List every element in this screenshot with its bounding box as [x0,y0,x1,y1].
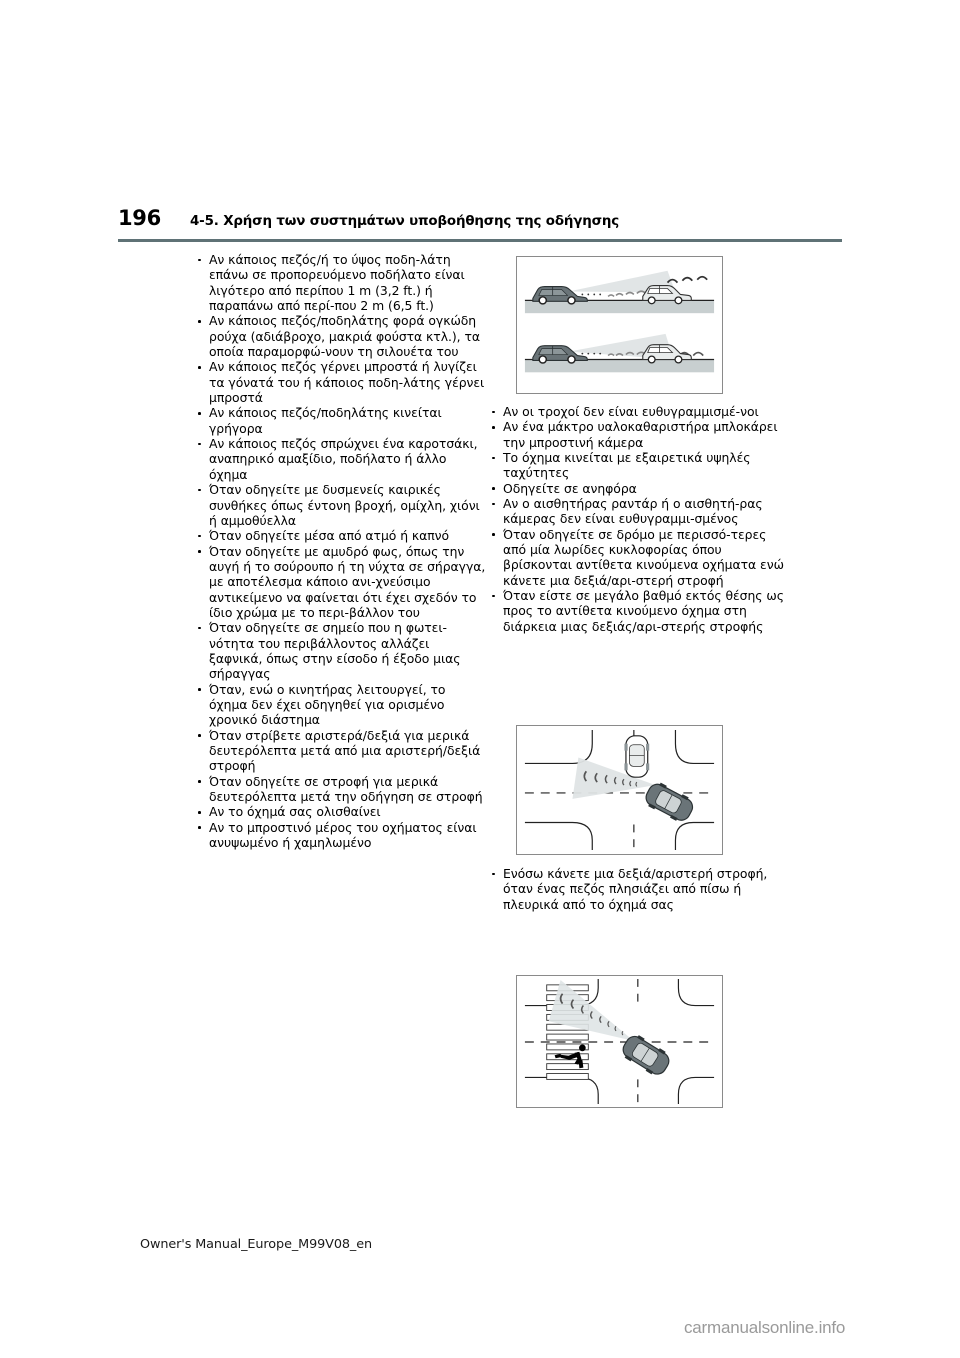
list-item: Αν το μπροστινό μέρος του οχήματος είναι ανυψωμένο ή χαμηλωμένο [196,820,486,851]
left-bullet-list [196,252,486,850]
list-item: Όταν οδηγείτε με αμυδρό φως, όπως την αυγή ή το σούρουπο ή τη νύχτα σε σήραγγα, με αποτέλεσμα κάποιο ανι-χνεύσιμο αντικείμενο να φαίνεται ότι έχει σχεδόν το ίδιο χρώμα με το περι-βάλλον του [196,544,486,621]
list-item: Αν κάποιος πεζός σπρώχνει ένα καροτσάκι, αναπηρικό αμαξίδιο, ποδήλατο ή άλλο όχημα [196,436,486,482]
right-bullet-list-2 [490,866,790,912]
right-column-block-1 [490,404,790,634]
right-column-block-2 [490,866,790,912]
figure-1-graphic [517,257,722,393]
list-item: Αν ο αισθητήρας ραντάρ ή ο αισθητή-ρας κάμερας δεν είναι ευθυγραμμι-σμένος [490,496,790,527]
list-item: Αν το όχημά σας ολισθαίνει [196,804,486,819]
left-column [196,252,486,850]
figure-intersection-turn-detection [516,725,723,855]
list-item: Αν οι τροχοί δεν είναι ευθυγραμμισμέ-νοι [490,404,790,419]
figure-2-graphic [517,726,722,854]
list-item: Οδηγείτε σε ανηφόρα [490,481,790,496]
right-bullet-list-1 [490,404,790,634]
list-item: Όταν στρίβετε αριστερά/δεξιά για μερικά δευτερόλεπτα μετά από μια αριστερή/δεξιά στροφή [196,728,486,774]
list-item: Όταν οδηγείτε μέσα από ατμό ή καπνό [196,528,486,543]
page-number: 196 [118,206,161,230]
site-watermark: carmanualsonline.info [684,1318,846,1337]
list-item: Όταν, ενώ ο κινητήρας λειτουργεί, το όχημα δεν έχει οδηγηθεί για ορισμένο χρονικό διάστημα [196,682,486,728]
list-item: Αν ένα μάκτρο υαλοκαθαριστήρα μπλοκάρει την μπροστινή κάμερα [490,419,790,450]
list-item: Αν κάποιος πεζός γέρνει μπροστά ή λυγίζει τα γόνατά του ή κάποιος ποδη-λάτης γέρνει μπροστά [196,359,486,405]
figure-crosswalk-pedestrian-detection [516,975,723,1108]
page-header [118,206,842,236]
list-item: Αν κάποιος πεζός/ποδηλάτης κινείται γρήγορα [196,405,486,436]
list-item: Όταν οδηγείτε σε δρόμο με περισσό-τερες από μία λωρίδες κυκλοφορίας όπου βρίσκονται αντίθετα κινούμενα οχήματα ενώ κάνετε μια δεξιά/αρι-στερή στροφή [490,527,790,588]
list-item: Αν κάποιος πεζός/ή το ύψος ποδη-λάτη επάνω σε προπορευόμενο ποδήλατο είναι λιγότερο από περίπου 1 m (3,2 ft.) ή παραπάνω από περί-που 2 m (6,5 ft.) [196,252,486,313]
list-item: Ενόσω κάνετε μια δεξιά/αριστερή στροφή, όταν ένας πεζός πλησιάζει από πίσω ή πλευρικά από το όχημά σας [490,866,790,912]
section-title: 4-5. Χρήση των συστημάτων υποβοήθησης της οδήγησης [190,214,620,229]
list-item: Όταν οδηγείτε με δυσμενείς καιρικές συνθήκες όπως έντονη βροχή, ομίχλη, χιόνι ή αμμοθύελλα [196,482,486,528]
footer-document-id: Owner's Manual_Europe_M99V08_en [140,1237,372,1252]
list-item: Το όχημα κινείται με εξαιρετικά υψηλές ταχύτητες [490,450,790,481]
list-item: Όταν οδηγείτε σε σημείο που η φωτει-νότητα του περιβάλλοντος αλλάζει ξαφνικά, όπως στην είσοδο ή έξοδο μιας σήραγγας [196,620,486,681]
header-divider [118,239,842,242]
figure-3-graphic [517,976,722,1107]
list-item: Αν κάποιος πεζός/ποδηλάτης φορά ογκώδη ρούχα (αδιάβροχο, μακριά φούστα κτλ.), τα οποία παραμορφώ-νουν τη σιλουέτα του [196,313,486,359]
list-item: Όταν είστε σε μεγάλο βαθμό εκτός θέσης ως προς το αντίθετα κινούμενο όχημα στη διάρκεια μιας δεξιάς/αρι-στερής στροφής [490,588,790,634]
figure-following-vehicle-detection [516,256,723,394]
list-item: Όταν οδηγείτε σε στροφή για μερικά δευτερόλεπτα μετά την οδήγηση σε στροφή [196,774,486,805]
